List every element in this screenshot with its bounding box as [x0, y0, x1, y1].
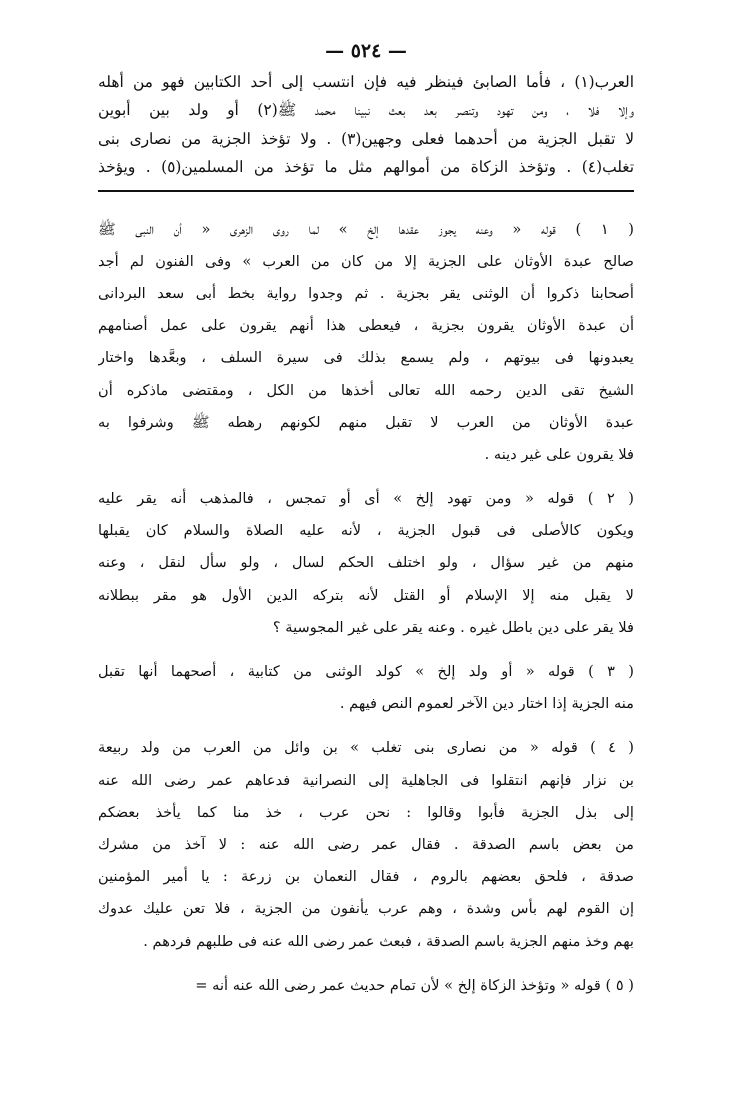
main-text-line: وإلا فلا ، ومن تهود وتنصر بعد بعث نبينا محمد ﷺ(٢) أو ولد بين أبوين: [98, 101, 634, 120]
footnote-line: صالح عبدة الأوثان على الجزية إلا من كان من العرب » وفى الفنون لم أجد: [98, 252, 634, 270]
footnote-divider: [98, 190, 634, 192]
footnote-line: منه الجزية إذا اختار دين الآخر لعموم النص فيهم .: [339, 695, 634, 713]
footnote-line: فلا يقرون على غير دينه .: [484, 445, 634, 463]
footnote-2: [98, 483, 634, 644]
footnote-1: [98, 214, 634, 472]
page-number: — ٥٢٤ —: [325, 40, 407, 62]
footnote-line: من بعض باسم الصدقة . فقال عمر رضى الله عنه : لا آخذ من مشرك: [98, 835, 634, 853]
footnote-line: لا يقبل منه إلا الإسلام أو القتل لأنه بتركه الدين الأول هو مقر ببطلانه: [98, 586, 634, 604]
footnote-line: أن عبدة الأوثان يقرون بجزية ، فيعطى هذا أنهم يقرون على عمل أصنامهم: [98, 317, 634, 335]
footnote-line: ويكون كالأصلى فى قبول الجزية ، لأنه عليه الصلاة والسلام كان يقبلها: [98, 522, 634, 540]
footnote-line: إن القوم لهم بأس وشدة ، وهم عرب يأنفون من الجزية ، فلا تعن عليك عدوك: [98, 900, 634, 918]
footnote-4: [98, 732, 634, 957]
footnote-line: بهم وخذ منهم الجزية باسم الصدقة ، فبعث عمر رضى الله عنه فى طلبهم فردهم .: [143, 932, 634, 950]
footnote-line: عبدة الأوثان من العرب لا تقبل منهم لكونهم رهطه ﷺ وشرفوا به: [98, 413, 634, 431]
footnote-line: صدقة ، فلحق بعضهم بالروم ، فقال النعمان بن زرعة : يا أمير المؤمنين: [98, 868, 634, 886]
footnotes: [98, 214, 634, 1002]
footnote-5: [98, 970, 634, 1002]
footnote-line: ( ٤ ) قوله « من نصارى بنى تغلب » بن وائل من العرب من ولد ربيعة: [98, 739, 634, 757]
footnote-line: ( ٣ ) قوله « أو ولد إلخ » كولد الوثنى من كتابية ، أصحهما أنها تقبل: [98, 663, 634, 680]
footnote-line: ( ١ ) قوله « وعنه يجوز عقدها إلخ » لما روى الزهرى « أن النبى ﷺ: [98, 220, 634, 238]
footnote-line: منهم من غير سؤال ، ولو اختلف الحكم لسال ، ولو سأل لنقل ، وعنه: [98, 554, 634, 572]
footnote-line: الشيخ تقى الدين رحمه الله تعالى أخذها من الكل ، ومقتضى ماذكره أن: [98, 381, 634, 399]
footnote-line: ( ٢ ) قوله « ومن تهود إلخ » أى أو تمجس ، فالمذهب أنه يقر عليه: [98, 490, 634, 508]
footnote-line: فلا يقر على دين باطل غيره . وعنه يقر على غير المجوسية ؟: [272, 618, 634, 636]
footnote-line: ( ٥ ) قوله « وتؤخذ الزكاة إلخ » لأن تمام حديث عمر رضى الله عنه أنه =: [195, 976, 634, 994]
footnote-3: [98, 656, 634, 720]
main-text: [98, 68, 634, 182]
main-text-line: لا تقبل الجزية من أحدهما فعلى وجهين(٣) . ولا تؤخذ الجزية من نصارى بنى: [98, 129, 634, 148]
main-text-line: العرب(١) ، فأما الصابئ فينظر فيه فإن انتسب إلى أحد الكتابين فهو من أهله: [98, 73, 634, 91]
footnote-line: أصحابنا ذكروا أن الوثنى يقر بجزية . ثم وجدوا رواية بخط أبى سعد البردانى: [98, 284, 634, 302]
footnote-line: إلى بذل الجزية فأبوا وقالوا : نحن عرب ، خذ منا كما يأخذ بعضكم: [98, 803, 634, 821]
footnote-line: بن نزار فإنهم انتقلوا فى الجاهلية إلى النصرانية فدعاهم عمر رضى الله عنه: [98, 771, 634, 789]
footnote-line: يعبدونها فى بيوتهم ، ولم يسمع بذلك فى سيرة السلف ، وبعَّدها واختار: [98, 349, 634, 367]
main-text-line: تغلب(٤) . وتؤخذ الزكاة من أموالهم مثل ما تؤخذ من المسلمين(٥) . ويؤخذ: [98, 158, 634, 177]
